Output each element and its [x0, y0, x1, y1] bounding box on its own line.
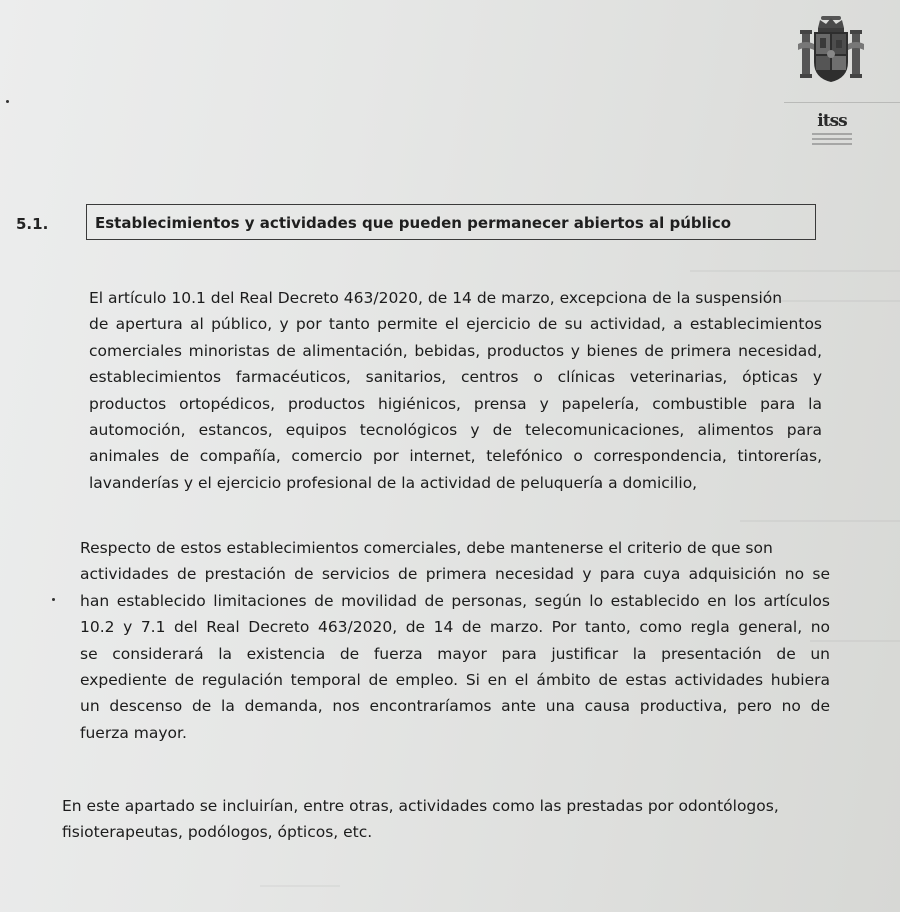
itss-logo-mark: itss [817, 111, 847, 131]
text-line: expediente de regulación temporal de empleo. Si en el ámbito de estas actividades hubiera [80, 670, 830, 689]
itss-logo-caption [812, 133, 852, 145]
text-line: fisioterapeutas, podólogos, ópticos, etc. [62, 823, 373, 842]
text-line: Respecto de estos establecimientos comerciales, debe mantenerse el criterio de que son [80, 539, 773, 557]
itss-logo [808, 112, 856, 158]
text-line: 10.2 y 7.1 del Real Decreto 463/2020, de 14 de marzo. Por tanto, como regla general, no [80, 618, 830, 637]
section-title: Establecimientos y actividades que pueden permanecer abiertos al público [86, 204, 816, 240]
paragraph-1 [89, 285, 822, 496]
text-line: automoción, estancos, equipos tecnológicos y de telecomunicaciones, alimentos para [89, 420, 822, 439]
text-line: de apertura al público, y por tanto permite el ejercicio de su actividad, a establecimientos [89, 315, 822, 334]
bleed-through-line [690, 270, 900, 272]
text-line: se considerará la existencia de fuerza mayor para justificar la presentación de un [80, 644, 830, 663]
text-line: fuerza mayor. [80, 723, 187, 742]
text-line: lavanderías y el ejercicio profesional de la actividad de peluquería a domicilio, [89, 473, 698, 492]
paper-speck [52, 598, 55, 601]
bleed-through-line [260, 885, 340, 887]
text-line: productos ortopédicos, productos higiénicos, prensa y papelería, combustible para la [89, 394, 822, 413]
header-rule [784, 102, 900, 103]
text-line: un descenso de la demanda, nos encontraríamos ante una causa productiva, pero no de [80, 697, 830, 716]
text-line: establecimientos farmacéuticos, sanitarios, centros o clínicas veterinarias, ópticas y [89, 368, 822, 387]
text-line: han establecido limitaciones de movilidad de personas, según lo establecido en los artículos [80, 591, 830, 610]
text-line: actividades de prestación de servicios de primera necesidad y para cuya adquisición no se [80, 565, 830, 584]
text-line: El artículo 10.1 del Real Decreto 463/2020, de 14 de marzo, excepciona de la suspensión [89, 289, 783, 307]
text-line: En este apartado se incluirían, entre otras, actividades como las prestadas por odontólogos, [62, 797, 779, 815]
paragraph-2 [80, 535, 830, 746]
coat-of-arms-icon [796, 14, 866, 86]
paragraph-3 [62, 793, 847, 846]
bleed-through-line [740, 520, 900, 522]
paper-speck [6, 100, 9, 103]
text-line: comerciales minoristas de alimentación, bebidas, productos y bienes de primera necesidad, [89, 341, 822, 360]
section-number: 5.1. [16, 215, 49, 233]
text-line: animales de compañía, comercio por internet, telefónico o correspondencia, tintorerías, [89, 447, 822, 466]
